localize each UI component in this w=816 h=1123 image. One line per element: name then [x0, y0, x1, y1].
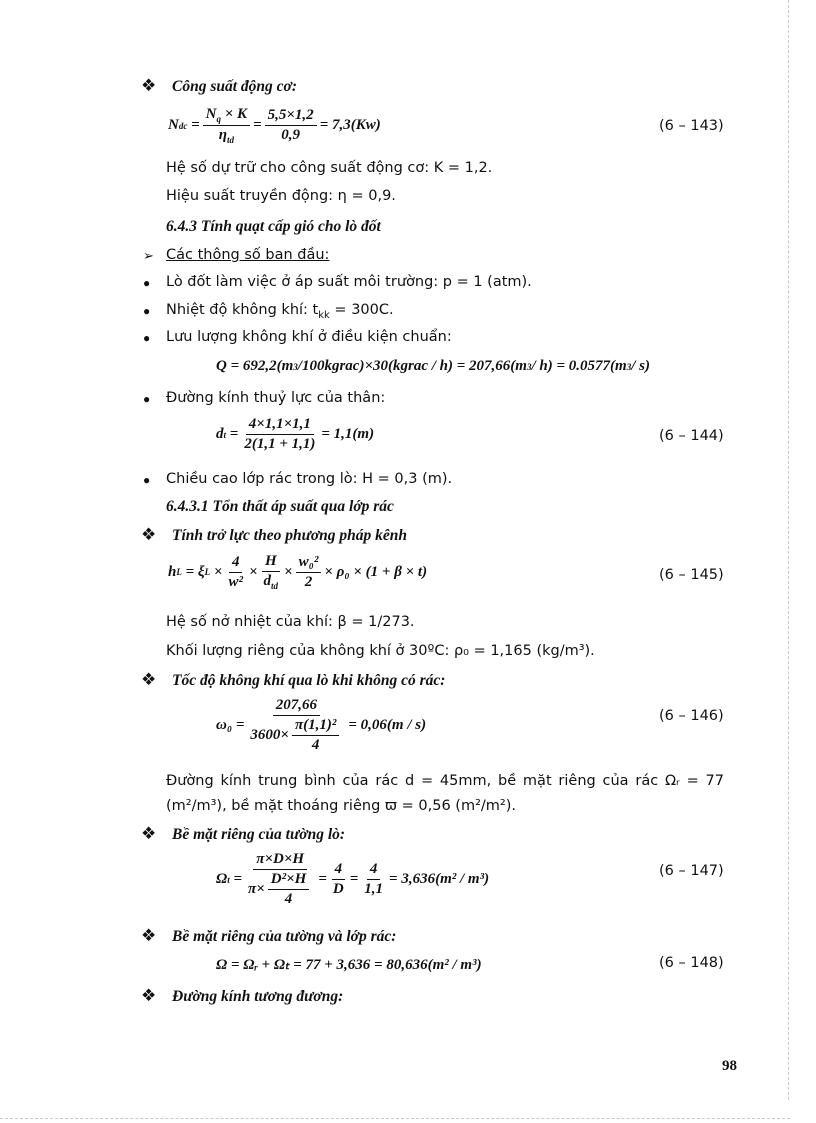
- round-bullet-icon: ●: [143, 392, 151, 406]
- bullet-waste-layer-height: Chiều cao lớp rác trong lò: H = 0,3 (m).: [166, 471, 453, 487]
- diamond-bullet-icon: ❖: [141, 670, 157, 689]
- section-6-4-3-1-heading: 6.4.3.1 Tổn thất áp suất qua lớp rác: [166, 498, 394, 515]
- page-frame-bottom: [0, 1118, 790, 1119]
- page-number: 98: [722, 1058, 737, 1074]
- bullet-ambient-pressure: Lò đốt làm việc ở áp suất môi trường: p = 1 (atm).: [166, 274, 532, 290]
- heading-wall-and-waste-surface: Bề mặt riêng của tường và lớp rác:: [172, 928, 397, 945]
- round-bullet-icon: ●: [143, 276, 151, 290]
- diamond-bullet-icon: ❖: [141, 926, 157, 945]
- bullet-air-temperature: Nhiệt độ không khí: $t_{kk} = 300C$.: [166, 302, 394, 321]
- air-density-line: Khối lượng riêng của không khí ở 30ºC: ρ₀ = 1,165 (kg/m³).: [166, 643, 595, 659]
- diamond-bullet-icon: ❖: [141, 76, 157, 95]
- bullet-hydraulic-diameter: Đường kính thuỷ lực của thân:: [166, 390, 386, 406]
- initial-params-heading: Các thông số ban đầu:: [166, 247, 330, 263]
- round-bullet-icon: ●: [143, 473, 151, 487]
- equation-number-6-146: (6 – 146): [659, 708, 724, 724]
- formula-6-148: Ω = Ωᵣ + Ωₜ = 77 + 3,636 = 80,636(m² / m³): [216, 957, 482, 973]
- reserve-factor-line: Hệ số dự trữ cho công suất động cơ: K = 1,2.: [166, 160, 493, 176]
- page-frame-right: [788, 0, 789, 1100]
- diamond-bullet-icon: ❖: [141, 525, 157, 544]
- equation-number-6-144: (6 – 144): [659, 428, 724, 444]
- heading-engine-power: Công suất động cơ:: [172, 78, 298, 95]
- efficiency-line: Hiệu suất truyền động: η = 0,9.: [166, 188, 396, 204]
- formula-6-145: h L = ξ L × $\frac{4}{\text{w²}}$ × $\frac{H}{d_{td}}$ × $\frac{\text{w₀²}}{2}$ × ρ₀ × (1 + β × t): [168, 553, 428, 591]
- equation-number-6-147: (6 – 147): [659, 863, 724, 879]
- diamond-bullet-icon: ❖: [141, 824, 157, 843]
- heading-wall-surface: Bề mặt riêng của tường lò:: [172, 826, 346, 843]
- equation-number-6-148: (6 – 148): [659, 955, 724, 971]
- formula-air-flow: Q = 692,2(m 3 /100kgrac)×30(kgrac / h) = 207,66(m 3 / h) = 0.0577(m 3 / s): [216, 358, 650, 374]
- bullet-air-flow: Lưu lượng không khí ở điều kiện chuẩn:: [166, 329, 452, 345]
- formula-6-146: ω₀ = 207,66 3600× $\frac{\text{π(1,1)²}}{4}$ = 0,06(m / s): [216, 697, 427, 753]
- arrow-bullet-icon: ➢: [143, 248, 154, 263]
- heading-equivalent-diameter: Đường kính tương đương:: [172, 988, 344, 1005]
- thermal-expansion-line: Hệ số nở nhiệt của khí: β = 1/273.: [166, 614, 415, 630]
- paragraph-waste-diameter: Đường kính trung bình của rác d = 45mm, bề mặt riêng của rác Ωᵣ = 77 (m²/m³), bề mặt thoáng riêng ϖ = 0,56 (m²/m²).: [166, 773, 724, 814]
- heading-air-speed: Tốc độ không khí qua lò khi không có rác:: [172, 672, 446, 689]
- section-6-4-3-heading: 6.4.3 Tính quạt cấp gió cho lò đốt: [166, 218, 381, 235]
- round-bullet-icon: ●: [143, 304, 151, 318]
- heading-resistance-method: Tính trở lực theo phương pháp kênh: [172, 527, 408, 544]
- equation-number-6-145: (6 – 145): [659, 567, 724, 583]
- formula-6-143: N dc = $\frac{N_q \times K}{\eta_{td}}$ = $\frac{5,5\times 1,2}{0,9}$ = 7,3(Kw): [168, 106, 381, 145]
- round-bullet-icon: ●: [143, 331, 151, 345]
- formula-6-144: d t = $\frac{4\times 1,1\times 1,1}{2(1,1 + 1,1)}$ = 1,1(m): [216, 416, 375, 452]
- equation-number-6-143: (6 – 143): [659, 118, 724, 134]
- diamond-bullet-icon: ❖: [141, 986, 157, 1005]
- formula-6-147: Ω t = π×D×H π× $\frac{\text{D²×H}}{4}$ = $\frac{4}{D}$ = $\frac{4}{1,1}$ = 3,636(m² / m³): [216, 851, 490, 907]
